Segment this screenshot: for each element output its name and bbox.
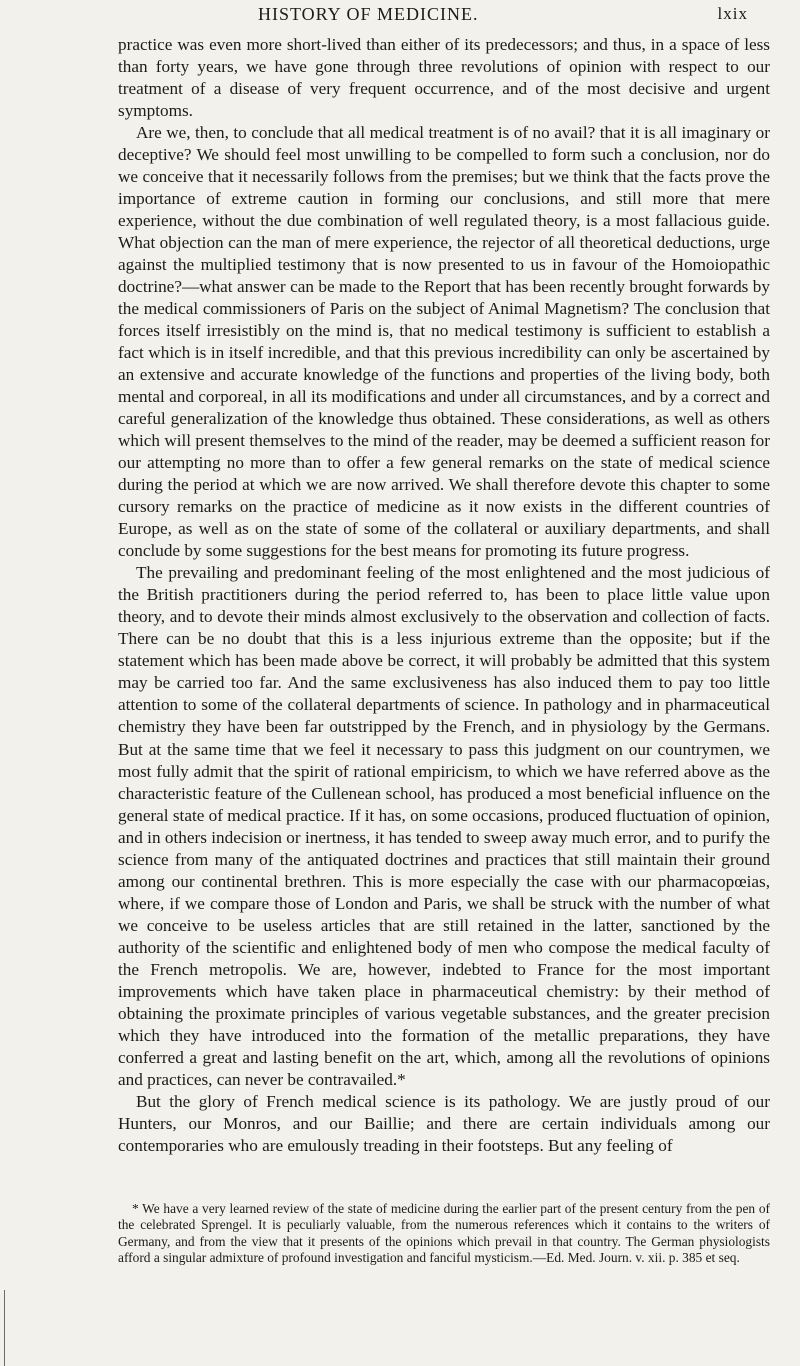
paragraph: The prevailing and predominant feeling of the most enlightened and the most judicious of the British practitioners during the period referred to, has been to place little value upon theory, and to devote their minds almost exclusively to the observation and collection of facts. There can be no doubt that this is a less injurious extreme than the opposite; but if the statement which has been made above be correct, it will probably be admitted that this system may be carried too far. And the same exclusiveness has also induced them to pay too little attention to some of the collateral departments of science. In pathology and in pharmaceutical chemistry they have been far outstripped by the French, and in physiology by the Germans. But at the same time that we feel it necessary to pass this judgment on our countrymen, we most fully admit that the spirit of rational empiricism, to which we have referred above as the characteristic feature of the Cullenean school, has produced a most beneficial influence on the general state of medical practice. If it has, on some occasions, produced fluctuation of opinion, and in others indecision or inertness, it has tended to sweep away much error, and to purify the science from many of the antiquated doctrines and practices that still maintain their ground among our continental brethren. This is more especially the case with our pharmacopœias, where, if we compare those of London and Paris, we shall be struck with the number of what we conceive to be useless articles that are still retained in the latter, sanctioned by the authority of the scientific and enlightened body of men who compose the medical faculty of the French metropolis. We are, however, indebted to France for the most important improvements which have taken place in pharmaceutical chemistry: by their method of obtaining the proximate principles of various vegetable substances, and the greater precision which they have introduced into the formation of the metallic preparations, they have conferred a great and lasting benefit on the art, which, among all the revolutions of opinions and practices, can never be contravailed.* (118, 563, 770, 1089)
page-edge-line (4, 1290, 5, 1366)
paragraph: But the glory of French medical science is its pathology. We are justly proud of our Hunters, our Monros, and our Baillie; and there are certain individuals among our contemporaries who are emulously treading in their footsteps. But any feeling of (118, 1091, 770, 1155)
running-head (118, 4, 748, 26)
page-number: lxix (717, 4, 748, 23)
paragraph: Are we, then, to conclude that all medical treatment is of no avail? that it is all imaginary or deceptive? We should feel most unwilling to be compelled to form such a conclusion, nor do we conceive that it necessarily follows from the premises; but we think that the facts prove the importance of extreme caution in forming our conclusions, and still more that mere experience, without the due combination of well regulated theory, is a most fallacious guide. What objection can the man of mere experience, the rejector of all theoretical deductions, urge against the multiplied testimony that is now presented to us in favour of the Homoiopathic doctrine?—what answer can be made to the Report that has been recently brought forwards by the medical commissioners of Paris on the subject of Animal Magnetism? The conclusion that forces itself irresistibly on the mind is, that no medical testimony is sufficient to establish a fact which is in itself incredible, and that this previous incredibility can only be ascertained by an extensive and accurate knowledge of the functions and properties of the living body, both mental and corporeal, in all its modifications and under all circumstances, and by a correct and careful generalization of the knowledge thus obtained. These considerations, as well as others which will present themselves to the mind of the reader, may be deemed a sufficient reason for our attempting no more than to offer a few general remarks on the state of medical science during the period at which we are now arrived. We shall therefore devote this chapter to some cursory remarks on the practice of medicine as it now exists in the different countries of Europe, as well as on the state of some of the collateral or auxiliary departments, and shall conclude by some suggestions for the best means for promoting its future progress. (118, 123, 770, 561)
body-text (118, 34, 770, 1157)
paragraph: practice was even more short-lived than either of its predecessors; and thus, in a space of less than forty years, we have gone through three revolutions of opinion with respect to our treatment of a disease of very frequent occurrence, and of the most decisive and urgent symptoms. (118, 35, 770, 121)
running-title: HISTORY OF MEDICINE. (258, 4, 479, 24)
footnote: * We have a very learned review of the state of medicine during the earlier part of the present century from the pen of the celebrated Sprengel. It is peculiarly valuable, from the numerous references which it contains to the writers of Germany, and from the view that it presents of the opinions which prevail in that country. The German physiologists afford a singular admixture of profound investigation and fanciful mysticism.—Ed. Med. Journ. v. xii. p. 385 et seq. (118, 1201, 770, 1266)
